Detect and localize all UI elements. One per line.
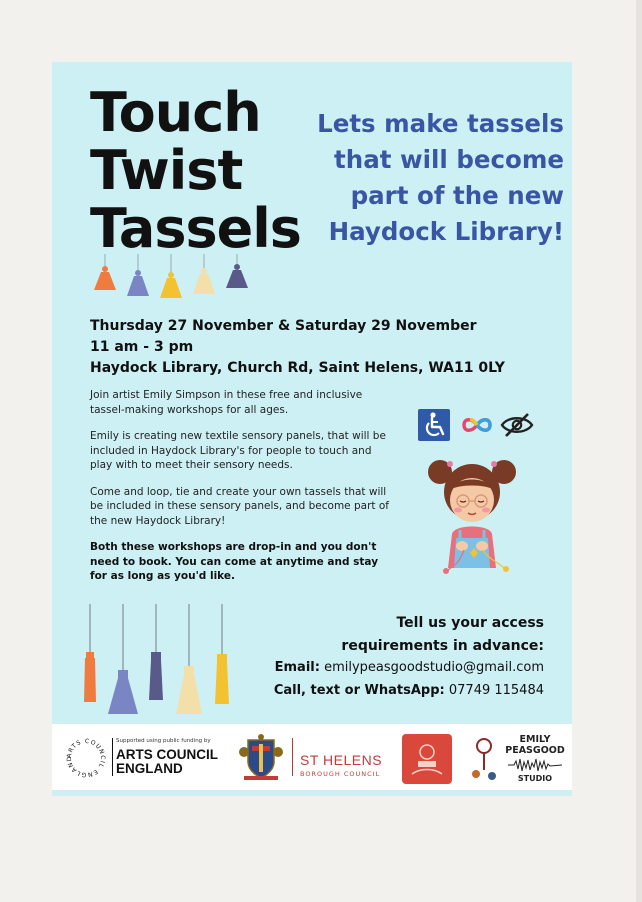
email-value[interactable]: emilypeasgoodstudio@gmail.com [324,660,544,675]
svg-text:ARTS COUNCIL ENGLAND: ARTS COUNCIL ENGLAND [65,737,107,779]
drop-in-note: Both these workshops are drop-in and you don't need to book. You can come at anytime and stay for as long as you'd like. [90,541,379,582]
tagline-line: Haydock Library! [328,217,564,246]
phone-row [274,680,544,703]
emily-peasgood-logo [468,736,500,782]
tassel-icon [193,254,215,294]
access-requirements-line: Tell us your access [396,615,544,631]
st-helens-name: ST HELENS [300,752,383,768]
footer-divider [292,738,293,776]
event-dates: Thursday 27 November & Saturday 29 November [90,318,477,334]
poster [52,62,572,796]
arts-council-circle-logo [64,736,108,780]
ace-funding-note: Supported using public funding by [116,738,211,744]
st-helens-crest-logo [238,734,284,782]
footer-divider [112,738,113,776]
tassel-icon [176,604,202,714]
infinity-icon [464,420,490,431]
event-location: Haydock Library, Church Rd, Saint Helens, WA11 0LY [90,360,505,376]
access-icons [418,408,538,442]
eye-slash-icon [502,414,532,436]
soundwave-icon [508,758,562,772]
tassel-icon [127,254,149,296]
tassel-icon [94,254,116,290]
sponsor-footer [52,724,572,790]
st-helens-subtitle: BOROUGH COUNCIL [300,770,381,778]
page-edge [636,0,642,902]
email-row [274,657,544,680]
email-label: Email: [274,660,320,675]
poster-title [90,81,301,260]
contact-block [274,612,544,702]
title-line: Touch [90,81,261,144]
phone-label: Call, text or WhatsApp: [273,682,445,698]
body-text [90,388,390,596]
body-paragraph: Emily is creating new textile sensory panels, that will be included in Haydock Library's for people to touch and play with to meet their sensory needs. [90,430,386,471]
tassel-icon [226,254,248,288]
ace-logo-text: ARTS COUNCIL ENGLAND [116,747,218,776]
access-requirements-line: requirements in advance: [341,637,544,654]
tassel-row-icon [92,254,252,304]
tagline-line: Lets make tassels [317,109,564,138]
tassel-icon [215,604,229,704]
tagline-line: that will become [334,145,564,174]
tassel-icon [108,604,138,714]
tassel-icon [149,604,163,700]
emily-peasgood-name: EMILY PEASGOOD [505,734,565,756]
tassel-icon [84,604,96,702]
phone-value[interactable]: 07749 115484 [448,682,544,698]
library-red-logo [402,734,452,784]
body-paragraph: Come and loop, tie and create your own tassels that will be included in these sensory panels, and become part of the new Haydock Library! [90,485,389,527]
event-time: 11 am - 3 pm [90,339,194,355]
tassel-icon [160,254,182,298]
wheelchair-icon [418,409,450,441]
long-tassels-illustration [80,604,240,716]
body-paragraph: Join artist Emily Simpson in these free and inclusive tassel-making workshops for all ages. [90,389,363,416]
girl-crafting-icon [424,450,520,580]
tagline-line: part of the new [350,181,564,210]
title-line: Tassels [90,197,301,260]
tagline [302,106,564,250]
girl-illustration [424,450,520,580]
title-line: Twist [90,139,243,202]
emily-peasgood-studio: STUDIO [517,774,553,783]
tassel-row-illustration [92,254,252,304]
event-details [90,316,505,379]
